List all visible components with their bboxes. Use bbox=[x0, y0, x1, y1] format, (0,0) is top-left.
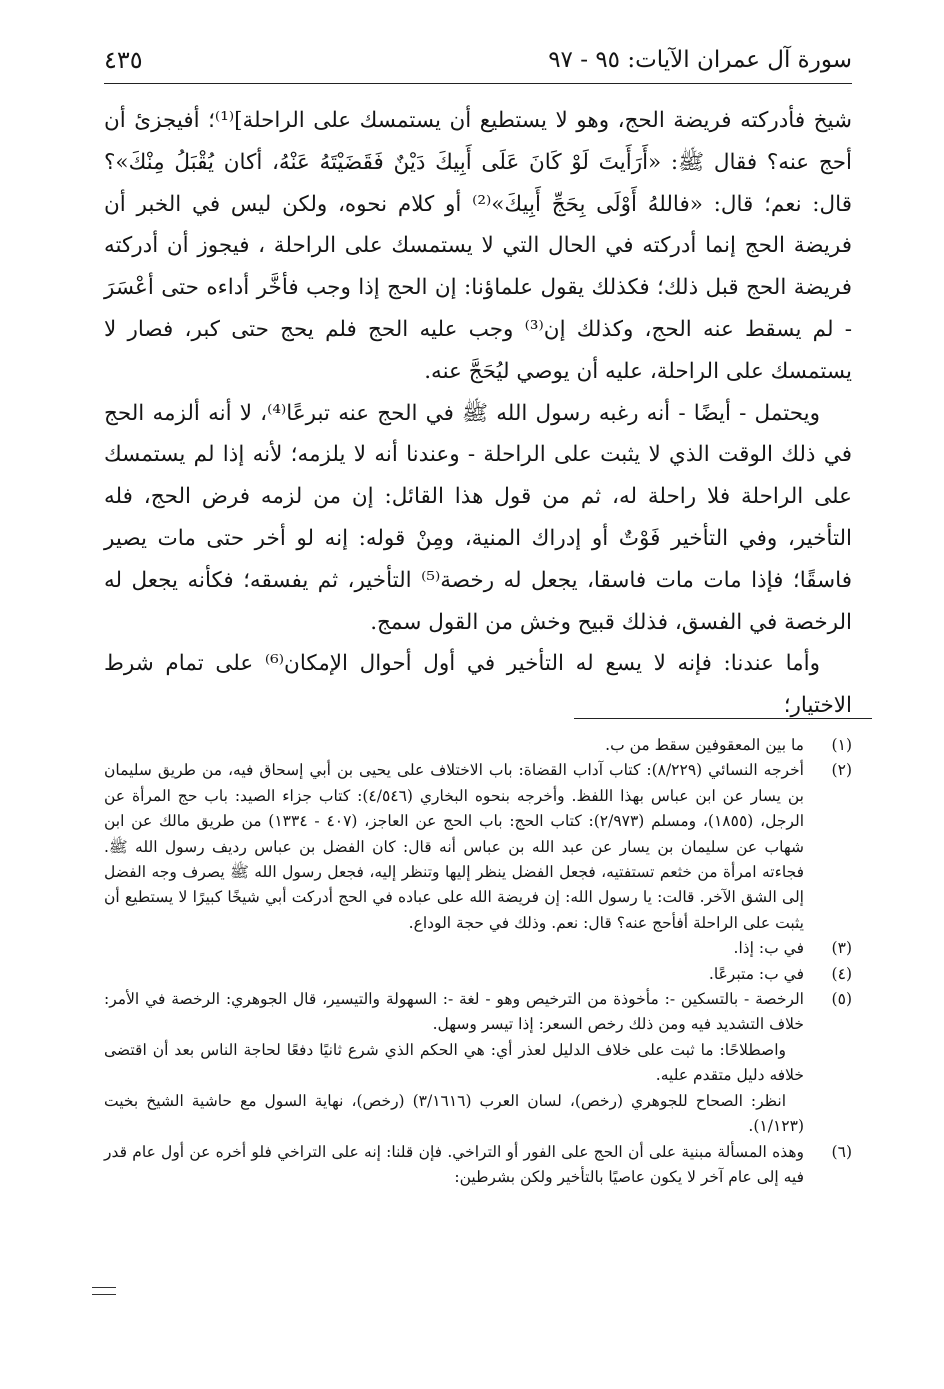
paragraph-1: شيخ فأدركته فريضة الحج، وهو لا يستطيع أن يستمسك على الراحلة]⁽¹⁾؛ أفيجزئ أن أحج عنه؟ فقال ﷺ: «أَرَأَيتَ لَوْ كَانَ عَلَى أَبِيكَ دَيْنٌ فَقَضَيْتَهُ عَنْهُ، أكان يُقْبَلُ مِنْكَ»؟ قال: نعم؛ قال: «فاللهُ أَوْلَى بِحَجِّ أَبِيكَ»⁽²⁾ أو كلام نحوه، ولكن ليس في الخبر أن فريضة الحج إنما أدركته في الحال التي لا يستمسك على الراحلة ، فيجوز أن أدركته فريضة الحج قبل ذلك؛ فكذلك يقول علماؤنا: إن الحج إذا وجب فأخَّر أداءه حتى أعْسَرَ - لم يسقط عنه الحج، وكذلك إن⁽³⁾ وجب عليه الحج فلم يحج حتى كبر، فصار لا يستمسك على الراحلة، عليه أن يوصي ليُحَجَّ عنه. bbox=[104, 108, 852, 384]
footnote-text: في ب: إذا. bbox=[733, 939, 804, 958]
footnote-number: (٦) bbox=[831, 1142, 852, 1161]
footnote-text: ما بين المعقوفين سقط من ب. bbox=[605, 736, 804, 754]
footnote-text: الرخصة - بالتسكين -: مأخوذة من الترخيص وهو - لغة -: السهولة والتيسير، قال الجوهري: الرخصة في الأمر: خلاف التشديد فيه ومن ذلك رخص السعر: إذا تيسر وسهل. bbox=[104, 990, 804, 1034]
footnote-text: وهذه المسألة مبنية على أن الحج على الفور أو التراخي. فإن قلنا: إنه على التراخي فلو أخره عن أول عام قدر فيه إلى عام آخر لا يكون عاصيًا بالتأخير ولكن بشرطين: bbox=[104, 1142, 804, 1186]
footnote-number: (٤) bbox=[831, 964, 852, 983]
running-header bbox=[104, 40, 852, 80]
chapter-title: سورة آل عمران الآيات: ٩٥ - ٩٧ bbox=[548, 47, 852, 73]
paragraph-2: ويحتمل - أيضًا - أنه رغبه رسول الله ﷺ في الحج عنه تبرعًا⁽⁴⁾، لا أنه ألزمه الحج في ذلك الوقت الذي لا يثبت على الراحلة - وعندنا أنه لا يلزمه؛ لأنه إذا لم يستمسك على الراحلة فلا راحلة له، ثم من قول هذا القائل: إن من لزمه فرض الحج، فله التأخير، وفي التأخير فَوْتٌ أو إدراك المنية، ومِنْ قوله: إنه لو أخر حتى مات يصير فاسقًا؛ فإذا مات مات فاسقا، يجعل له رخصة⁽⁵⁾ التأخير، ثم يفسقه؛ فكأنه يجعل له الرخصة في الفسق، فذلك قبيح وخش من القول سمج. bbox=[104, 400, 852, 635]
footnote-text: أخرجه النسائي (٨/٢٢٩): كتاب آداب القضاة: باب الاختلاف على يحيى بن أبي إسحاق فيه، من طريق سليمان بن يسار عن ابن عباس بهذا اللفظ. وأخرجه بنحوه البخاري (٤/٥٤٦): كتاب جزاء الصيد: باب حج المرأة عن الرجل، (١٨٥٥)، ومسلم (٢/٩٧٣): كتاب الحج: باب الحج عن العاجز، (٤٠٧ - ١٣٣٤) من طريق مالك عن ابن شهاب عن سليمان بن يسار عن عبد الله بن عباس أنه قال: كان الفضل بن عباس رديف رسول الله ﷺ. فجاءته امرأة من خثعم تستفتيه، فجعل الفضل ينظر إليها وتنظر إليه، فجعل رسول الله ﷺ يصرف وجه الفضل إلى الشق الآخر. قالت: يا رسول الله: إن فريضة الله على عباده في الحج أدركت أبي شيخًا كبيرًا لا يستطيع أن يثبت على الراحلة أفأحج عنه؟ قال: نعم. وذلك في حجة الوداع. bbox=[104, 761, 805, 932]
footnote-number: (٢) bbox=[831, 761, 852, 780]
footnote-divider bbox=[574, 718, 872, 719]
margin-mark bbox=[92, 1287, 116, 1295]
footnote-text: واصطلاحًا: ما ثبت على خلاف الدليل لعذر أي: هي الحكم الذي شرع ثانيًا دفعًا لحاجة الناس بعد أن اقتضى خلافه دليل متقدم عليه. bbox=[104, 1040, 804, 1085]
footnote-number: (٣) bbox=[831, 939, 852, 958]
footnote-4 bbox=[104, 962, 852, 987]
footnote-6 bbox=[104, 1140, 852, 1191]
footnote-1 bbox=[104, 733, 852, 758]
footnotes bbox=[104, 733, 852, 1190]
footnote-text: انظر: الصحاح للجوهري (رخص)، لسان العرب (٣/١٦١٦) (رخص)، نهاية السول مع حاشية الشيخ بخيت (١/١٢٣). bbox=[104, 1091, 804, 1136]
footnote-2 bbox=[104, 758, 852, 936]
footnote-3 bbox=[104, 936, 852, 961]
main-text bbox=[104, 100, 852, 727]
header-divider bbox=[104, 83, 852, 84]
footnote-number: (١) bbox=[831, 736, 852, 754]
page-number: ٤٣٥ bbox=[104, 46, 143, 74]
paragraph-3: وأما عندنا: فإنه لا يسع له التأخير في أول أحوال الإمكان⁽⁶⁾ على تمام شرط الاختيار؛ bbox=[104, 651, 852, 719]
footnote-5 bbox=[104, 987, 852, 1139]
footnote-text: في ب: متبرعًا. bbox=[708, 964, 804, 983]
footnote-number: (٥) bbox=[831, 990, 852, 1009]
